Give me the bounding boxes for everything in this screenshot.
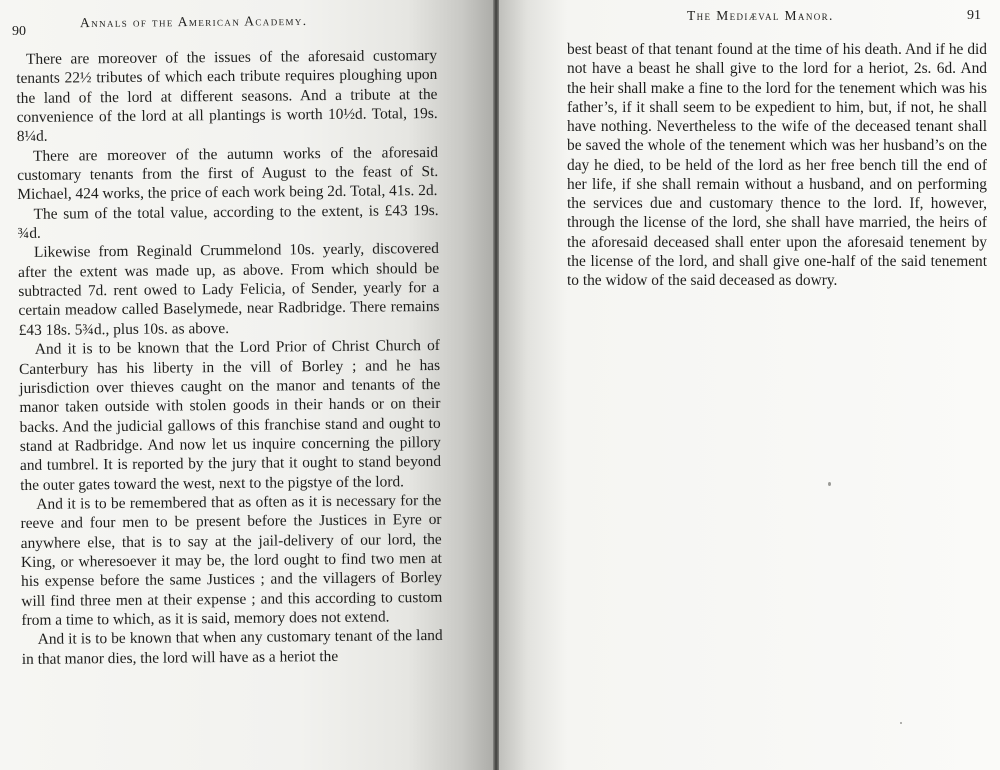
- paragraph: And it is to be known that when any customary tenant of the land in that manor dies, the lord will have as a heriot the: [21, 627, 443, 668]
- paper-speck: [828, 482, 831, 486]
- page-number-right: 91: [967, 8, 981, 23]
- paragraph: And it is to be remembered that as often as it is necessary for the reeve and four men to be present before the Justices in Eyre or anywhere else, that is to say at the jail-delivery of our lord, the King, or wheresoever it may be, the lord ought to find two men at his expense before the same Justices ; and the villagers of Borley will find three men at their expense ; and this according to custom from a time to which, as it is said, memory does not extend.: [20, 491, 443, 629]
- paragraph: Likewise from Reginald Crummelond 10s. yearly, discovered after the extent was made up, as above. From which should be subtracted 7d. rent owed to Lady Felicia, of Sender, yearly for a certain meadow called Baselymede, near Radbridge. There remains £43 18s. 5¾d., plus 10s. as above.: [18, 240, 440, 339]
- paragraph: There are moreover of the issues of the aforesaid customary tenants 22½ tributes of which each tribute requires ploughing upon the land of the lord at different seasons. And a tribute at the convenience of the lord at all plantings is worth 10½d. Total, 19s. 8¼d.: [16, 46, 438, 146]
- left-page-text: [16, 46, 443, 669]
- left-page: [0, 0, 497, 770]
- right-page-text: [567, 40, 987, 290]
- book-gutter: [493, 0, 499, 770]
- paragraph: And it is to be known that the Lord Prior of Christ Church of Canterbury has his liberty in the vill of Borley ; and he has jurisdiction over thieves caught on the manor and tenants of the manor taken outside with stolen goods in their hands or on their backs. And the judicial gallows of this franchise stand and ought to stand at Radbridge. And now let us inquire concerning the pillory and tumbrel. It is reported by the jury that it ought to stand beyond the outer gates toward the west, next to the pigstye of the lord.: [18, 337, 442, 494]
- paper-speck: [900, 722, 902, 724]
- paragraph: best beast of that tenant found at the time of his death. And if he did not have a beast he shall give to the lord for a heriot, 2s. 6d. And the heir shall make a fine to the lord for the tenement which was his father’s, if it shall seem to be expedient to him, but, if not, he shall have nothing. Nevertheless to the wife of the deceased tenant shall be saved the whole of the tenement which was her husband’s on the day he died, to be held of the lord as her free bench till the end of her life, if she shall remain without a husband, and on performing the services due and customary thence to the lord. If, however, through the license of the lord, she shall have married, the heirs of the aforesaid deceased shall enter upon the aforesaid tenement by the license of the lord, and shall give one-half of the said tenement to the widow of the said deceased as dowry.: [567, 41, 987, 289]
- running-head-right: The Mediæval Manor.: [687, 8, 834, 23]
- right-page: [497, 0, 1000, 770]
- running-head-left: Annals of the American Academy.: [79, 12, 308, 31]
- page-number-left: 90: [12, 24, 26, 39]
- paragraph: There are moreover of the autumn works of the aforesaid customary tenants from the first of August to the feast of St. Michael, 424 works, the price of each work being 2d. Total, 41s. 2d.: [17, 143, 439, 204]
- paragraph: The sum of the total value, according to the extent, is £43 19s. ¾d.: [17, 201, 439, 243]
